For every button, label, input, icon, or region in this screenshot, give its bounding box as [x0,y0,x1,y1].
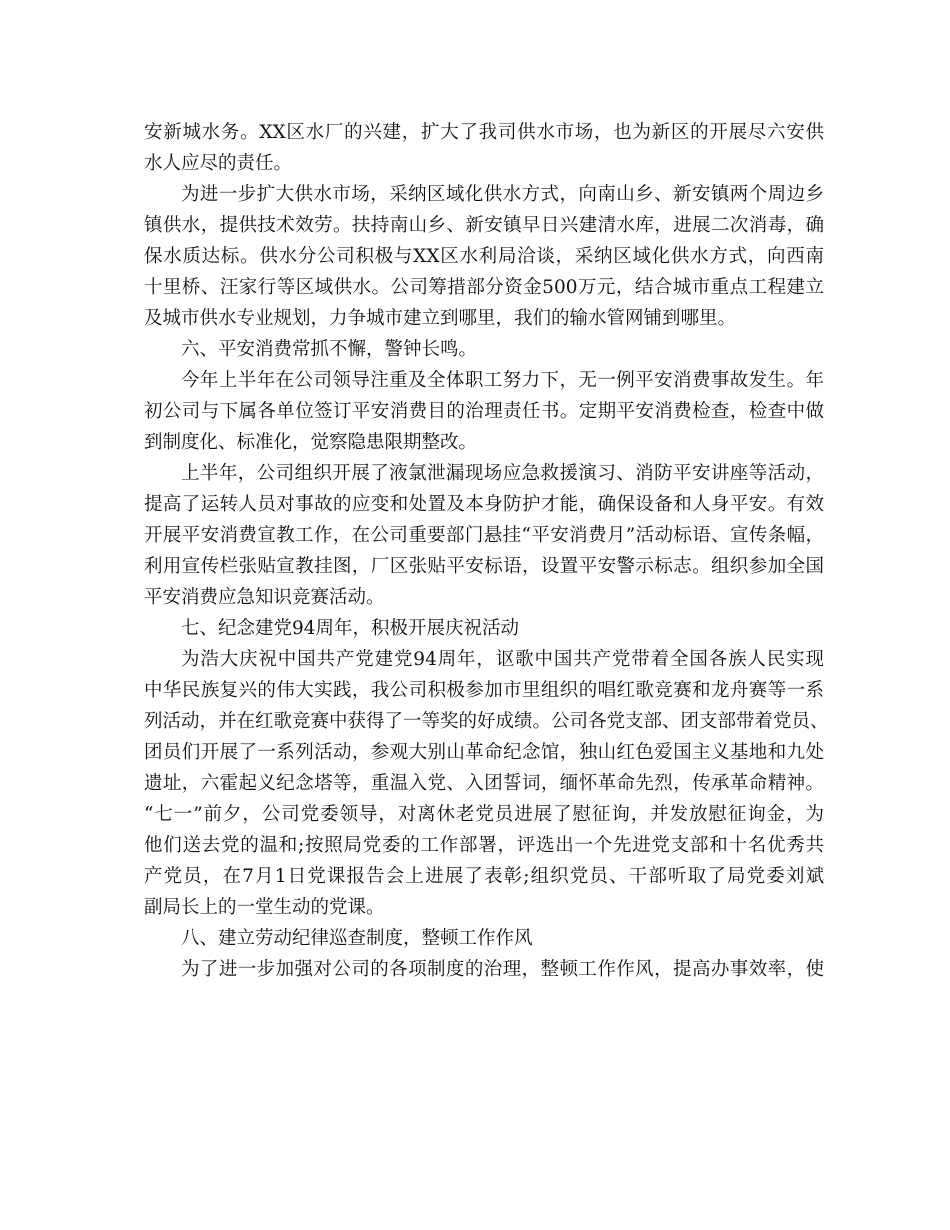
document-text-line: 为了进一步加强对公司的各项制度的治理，整顿工作作风，提高办事效率，使 [181,959,824,980]
document-text-line: 开展平安消费宣教工作，在公司重要部门悬挂“平安消费月”活动标语、宣传条幅， [144,525,824,546]
document-text-line: 十里桥、汪家行等区域供水。公司筹措部分资金500万元，结合城市重点工程建立 [144,277,824,298]
document-text-line: 初公司与下属各单位签订平安消费目的治理责任书。定期平安消费检查，检查中做 [144,401,824,422]
document-text-line: 安新城水务。XX区水厂的兴建，扩大了我司供水市场，也为新区的开展尽六安供 [144,122,824,143]
document-text-line: 平安消费应急知识竞赛活动。 [144,587,385,608]
document-text-line: 中华民族复兴的伟大实践，我公司积极参加市里组织的唱红歌竞赛和龙舟赛等一系 [144,680,824,701]
document-text-line: 团员们开展了一系列活动，参观大别山革命纪念馆，独山红色爱国主义基地和九处 [144,742,824,763]
document-text-line: 为进一步扩大供水市场，采纳区域化供水方式，向南山乡、新安镇两个周边乡 [181,184,824,205]
document-text-line: 到制度化、标准化，觉察隐患限期整改。 [144,432,478,453]
document-text-line: 八、建立劳动纪律巡查制度，整顿工作作风 [181,928,533,949]
document-text-line: 遗址，六霍起义纪念塔等，重温入党、入团誓词，缅怀革命先烈，传承革命精神。 [144,773,824,794]
document-text-line: 镇供水，提供技术效劳。扶持南山乡、新安镇早日兴建清水库，进展二次消毒，确 [144,215,824,236]
document-text-line: “七一”前夕，公司党委领导，对离休老党员进展了慰征询，并发放慰征询金，为 [144,804,824,825]
document-text-line: 及城市供水专业规划，力争城市建立到哪里，我们的输水管网铺到哪里。 [144,308,737,329]
document-text-line: 产党员，在7月1日党课报告会上进展了表彰;组织党员、干部听取了局党委刘斌 [144,866,824,887]
document-text-line: 他们送去党的温和;按照局党委的工作部署，评选出一个先进党支部和十名优秀共 [144,835,824,856]
document-text-line: 七、纪念建党94周年，积极开展庆祝活动 [181,618,520,639]
document-text-line: 今年上半年在公司领导注重及全体职工努力下，无一例平安消费事故发生。年 [181,370,824,391]
document-body [144,117,829,985]
document-text-line: 副局长上的一堂生动的党课。 [144,897,385,918]
document-text-line: 利用宣传栏张贴宣教挂图，厂区张贴平安标语，设置平安警示标志。组织参加全国 [144,556,824,577]
document-text-line: 水人应尽的责任。 [144,153,293,174]
document-text-line: 六、平安消费常抓不懈，警钟长鸣。 [181,339,478,360]
document-text-line: 上半年，公司组织开展了液氯泄漏现场应急救援演习、消防平安讲座等活动， [181,463,824,484]
document-text-line: 列活动，并在红歌竞赛中获得了一等奖的好成绩。公司各党支部、团支部带着党员、 [144,711,829,732]
document-text-line: 为浩大庆祝中国共产党建党94周年，讴歌中国共产党带着全国各族人民实现 [181,649,824,670]
document-text-line: 保水质达标。供水分公司积极与XX区水利局洽谈，采纳区域化供水方式，向西南 [144,246,824,267]
document-text-line: 提高了运转人员对事故的应变和处置及本身防护才能，确保设备和人身平安。有效 [144,494,824,515]
